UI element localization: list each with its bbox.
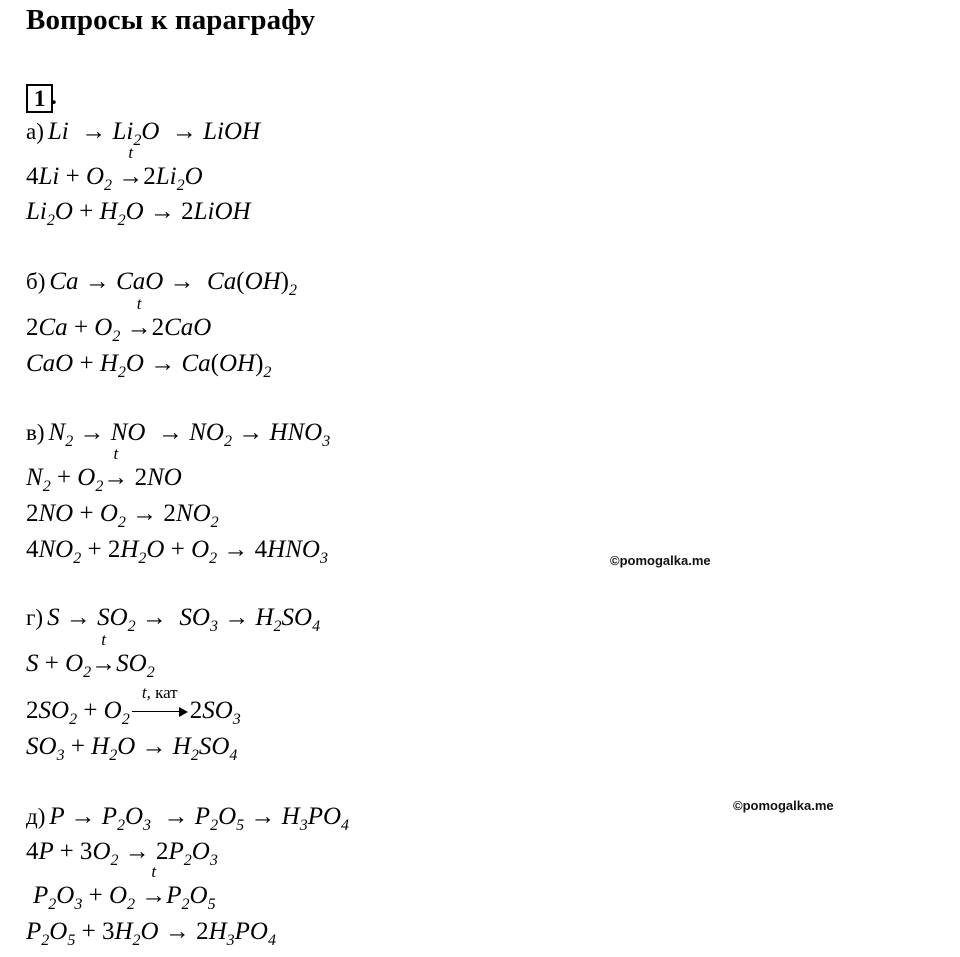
section-g-scheme: г) $S \to SO_2 \to SO_3 \to H_2SO_4$ <box>26 604 321 635</box>
heat-arrow: t → <box>91 630 117 677</box>
heat-catalyst-condition <box>142 683 178 703</box>
section-b-eq2: CaO + $H_2O \to Ca(OH)_2$ <box>26 350 272 381</box>
heat-arrow: t → <box>118 143 144 190</box>
catalyst-condition: кат <box>155 683 178 703</box>
section-g-label: г) <box>26 605 44 630</box>
section-b-label: б) <box>26 269 46 294</box>
question-number-dot: . <box>51 84 57 109</box>
section-d-scheme: д) $P \to P_2O_3 \to P_2O_5 \to H_3PO_4$ <box>26 803 350 834</box>
watermark: ©pomogalka.me <box>610 553 711 568</box>
heat-arrow: t → <box>141 862 167 909</box>
heat-condition: t <box>151 862 157 881</box>
watermark: ©pomogalka.me <box>733 798 834 813</box>
heat-arrow: t → <box>126 294 152 341</box>
section-v-label: в) <box>26 420 45 445</box>
section-a-scheme: а) $Li \to Li_2O$ → LiOH <box>26 118 261 149</box>
question-number-box <box>26 84 53 113</box>
section-b-eq1: $2Ca + O_2$ t →2CaO <box>26 294 212 345</box>
heat-condition: t <box>128 143 134 162</box>
section-g-eq3: $SO_3 + H_2O \to H_2SO_4$ <box>26 733 238 764</box>
heat-condition: t <box>113 444 119 463</box>
section-d-label: д) <box>26 804 46 829</box>
section-g-eq2: $2SO_2 + O_2$ t, кат $2SO_3$ <box>26 683 241 728</box>
section-d-eq1: $4P + 3O_2 \to 2P_2O_3$ <box>26 838 218 869</box>
section-d-eq2: $P_2O_3 + O_2$ t $\to P_2O_5$ <box>33 862 216 913</box>
section-g-eq1: $S + O_2$ t $\to SO_2$ <box>26 630 155 681</box>
section-v-scheme: в) $N_2$ → NO → $NO_2 \to HNO_3$ <box>26 419 331 450</box>
section-v-eq2: $2NO + O_2 \to 2NO_2$ <box>26 500 219 531</box>
section-v-eq3: $4NO_2 + 2H_2O + O_2 \to 4HNO_3$ <box>26 536 328 567</box>
section-b-scheme: б) Ca → CaO → $Ca(OH)_2$ <box>26 268 297 299</box>
section-a-label: а) <box>26 119 44 144</box>
section-d-eq3: $P_2O_5 + 3H_2O \to 2H_3PO_4$ <box>26 918 276 949</box>
heat-condition: t <box>136 294 142 313</box>
heat-condition: t, <box>141 683 151 703</box>
section-v-eq1: $N_2 + O_2$ t → 2NO <box>26 444 182 495</box>
heat-catalyst-arrow <box>132 683 188 717</box>
page-title: Вопросы к параграфу <box>26 4 316 36</box>
heat-condition: t <box>101 630 107 649</box>
question-number: 1 <box>34 86 46 111</box>
heat-arrow: t → <box>103 444 129 491</box>
section-a-eq2: $Li_2O + H_2O$ → 2LiOH <box>26 198 251 229</box>
section-a-eq1: $4Li + O_2$ t $\to 2Li_2O$ <box>26 143 203 194</box>
